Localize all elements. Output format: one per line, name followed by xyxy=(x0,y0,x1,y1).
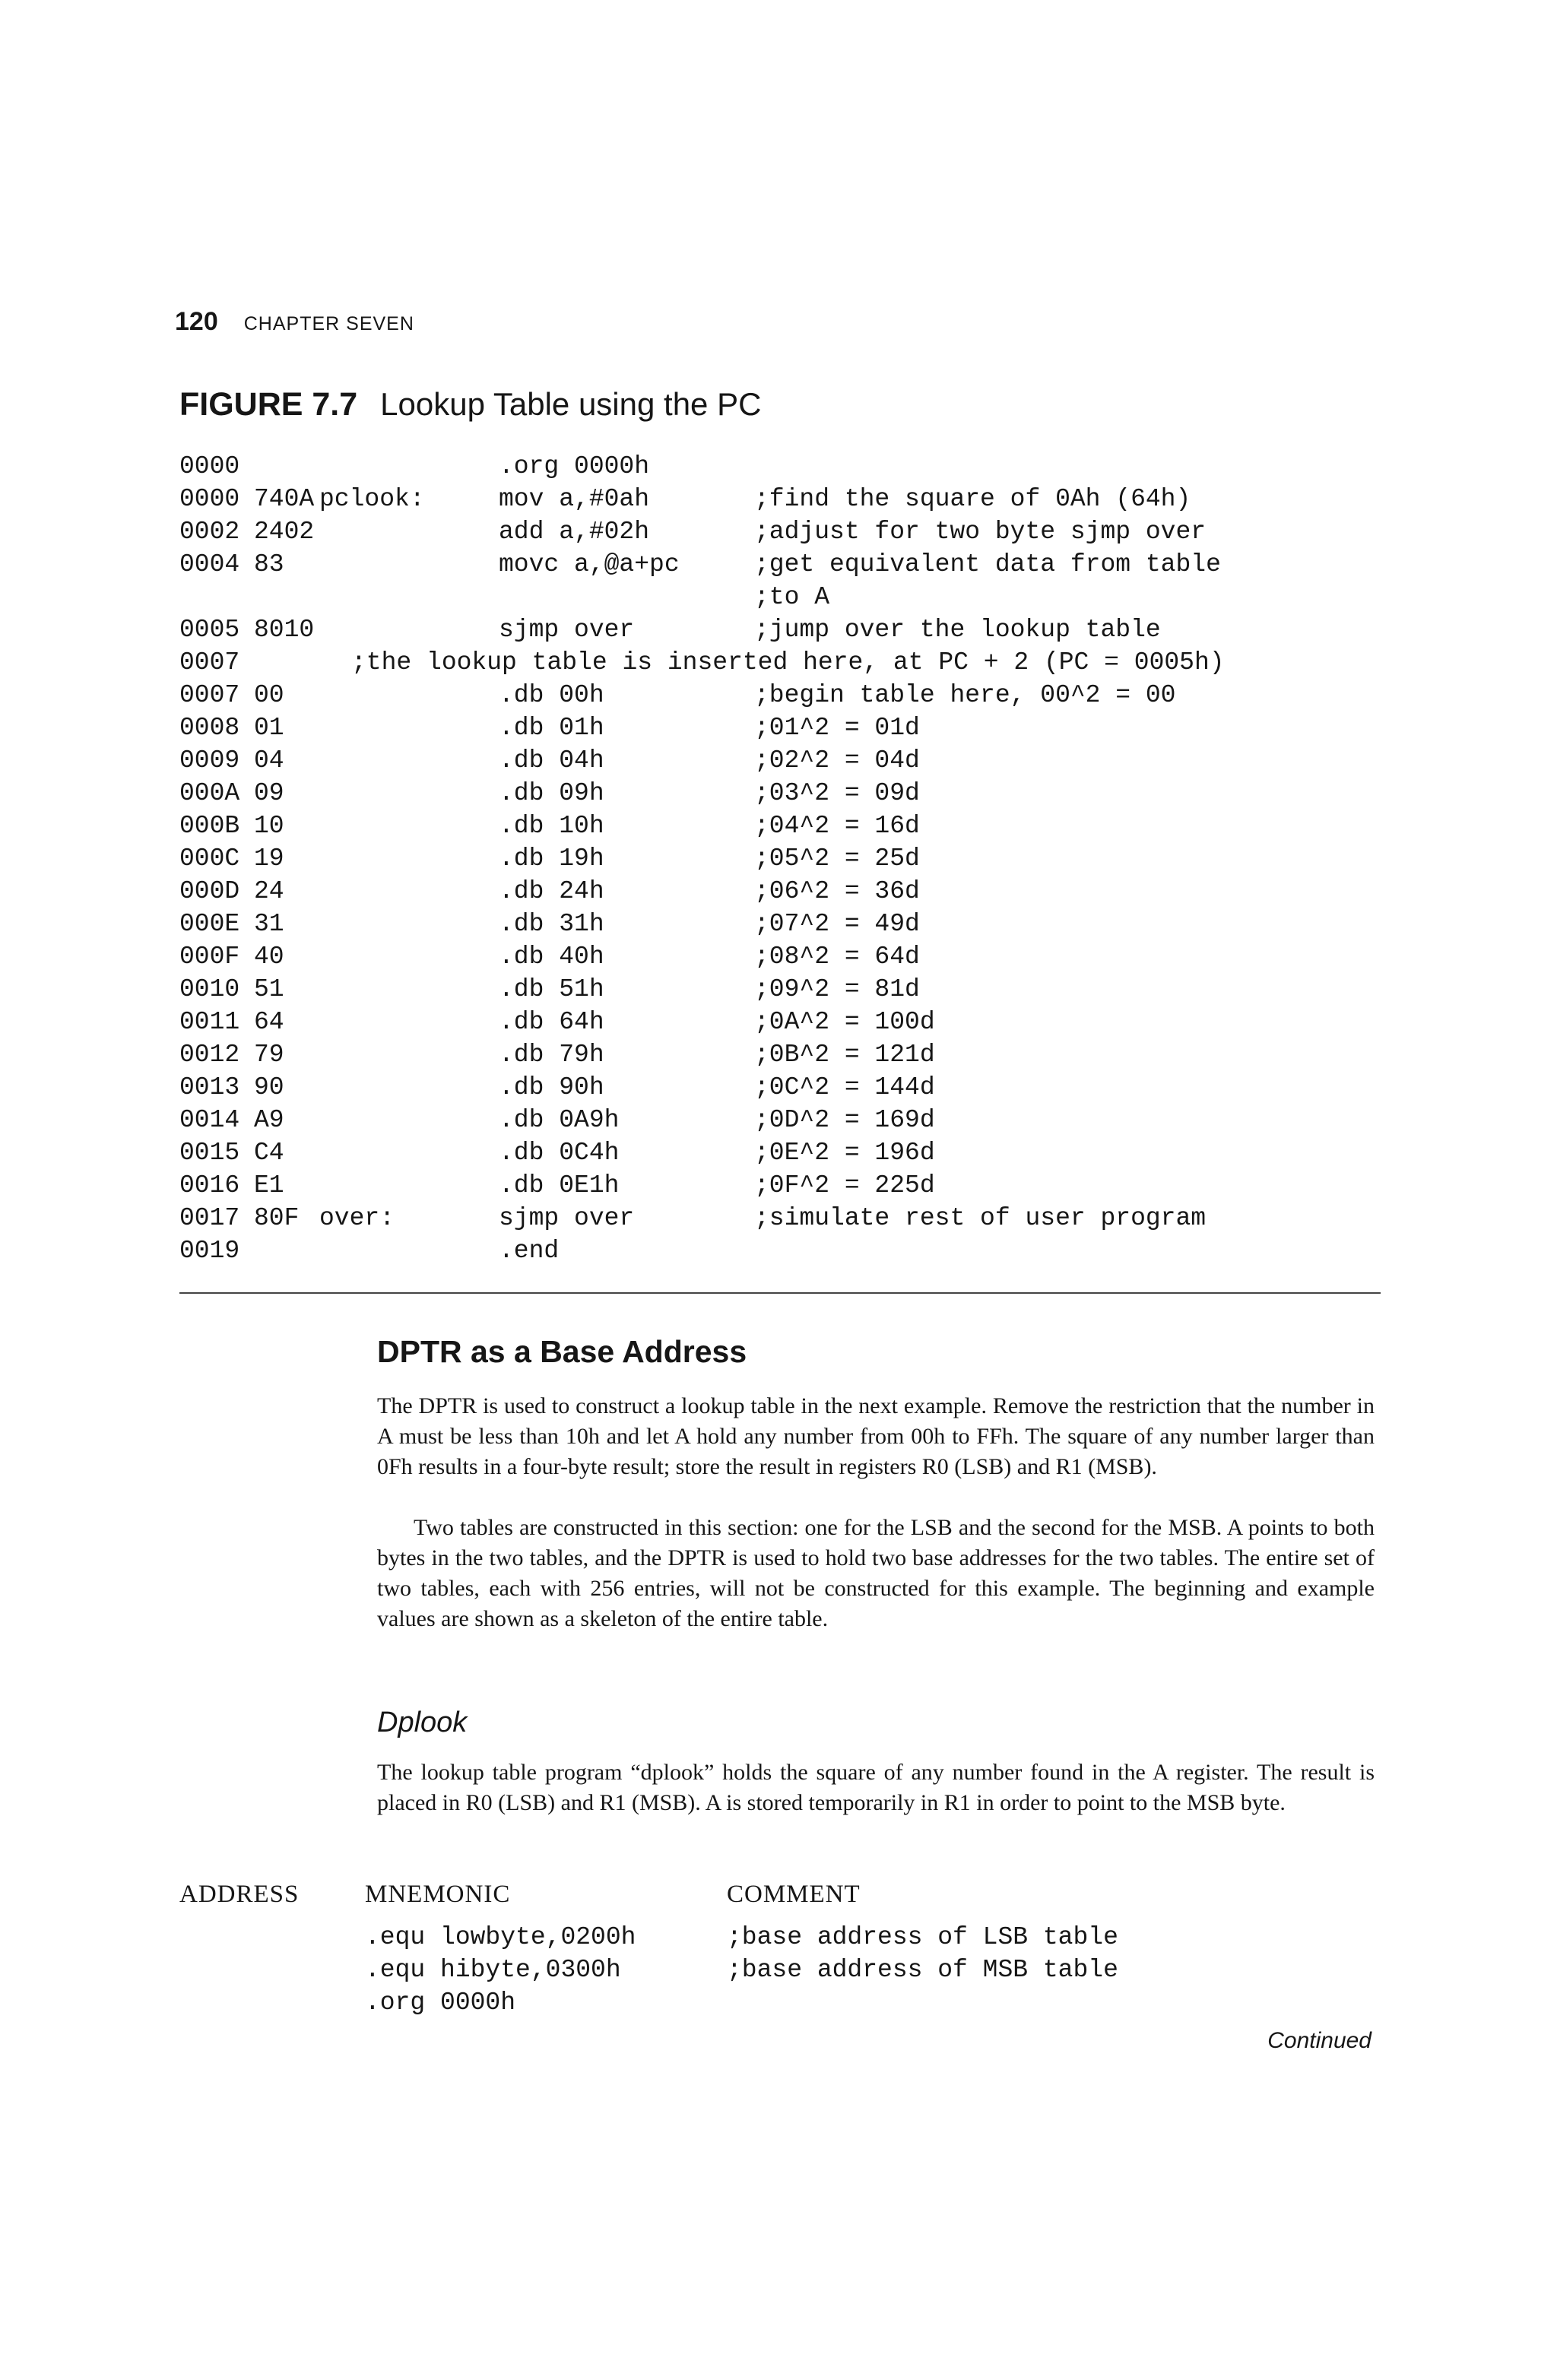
code-line xyxy=(179,875,1381,908)
code-address: 0005 xyxy=(179,616,240,644)
code-address: 0009 xyxy=(179,746,240,775)
code-comment: ;09^2 = 81d xyxy=(754,975,920,1003)
code-hex: 10 xyxy=(254,812,284,840)
code-instruction: .db 79h xyxy=(499,1041,604,1069)
column-header-comment: COMMENT xyxy=(727,1881,861,1908)
code-instruction: .org 0000h xyxy=(499,452,650,480)
code-hex: 04 xyxy=(254,746,284,775)
code-line xyxy=(179,777,1381,810)
figure-caption xyxy=(179,386,761,423)
code-line xyxy=(179,483,1381,515)
code-comment: ;0C^2 = 144d xyxy=(754,1073,935,1101)
code-line xyxy=(179,581,1381,613)
code-instruction: sjmp over xyxy=(499,616,635,644)
code-hex: 40 xyxy=(254,943,284,971)
code-instruction: .end xyxy=(499,1237,560,1265)
code-hex: 64 xyxy=(254,1008,284,1036)
code-hex: 24 xyxy=(254,877,284,905)
code-address: 000B xyxy=(179,812,240,840)
code-hex: 83 xyxy=(254,550,284,578)
code-address: 0017 xyxy=(179,1204,240,1232)
code-comment: ;05^2 = 25d xyxy=(754,845,920,873)
code-line xyxy=(179,646,1381,679)
code-instruction: .org 0000h xyxy=(365,1989,516,2017)
paragraph: The lookup table program “dplook” holds the square of any number found in the A register. The result is placed in R0 (LSB) and R1 (MSB). A is stored temporarily in R1 in order to point to the MSB byte. xyxy=(377,1760,1375,1815)
code-address: 0014 xyxy=(179,1106,240,1134)
code-hex: 31 xyxy=(254,910,284,938)
code-instruction: .db 10h xyxy=(499,812,604,840)
code-address: 0008 xyxy=(179,714,240,742)
code-address: 0002 xyxy=(179,518,240,546)
code-instruction: add a,#02h xyxy=(499,518,650,546)
code-address: 0015 xyxy=(179,1139,240,1167)
code-line xyxy=(179,1038,1381,1071)
code-line xyxy=(179,842,1381,875)
code-line xyxy=(179,1202,1381,1234)
code-line xyxy=(179,613,1381,646)
code-hex: 80F xyxy=(254,1204,300,1232)
divider xyxy=(179,1292,1381,1294)
code-address: 0013 xyxy=(179,1073,240,1101)
code-address: 0019 xyxy=(179,1237,240,1265)
code-comment: ;0A^2 = 100d xyxy=(754,1008,935,1036)
code-comment: ;the lookup table is inserted here, at PC + 2 (PC = 0005h) xyxy=(351,648,1225,677)
code-line xyxy=(179,1234,1381,1267)
code-instruction: .db 09h xyxy=(499,779,604,807)
code-instruction: .equ lowbyte,0200h xyxy=(365,1923,636,1951)
code-listing xyxy=(179,450,1381,1267)
code-comment: ;begin table here, 00^2 = 00 xyxy=(754,681,1176,709)
section-heading: DPTR as a Base Address xyxy=(377,1334,747,1369)
code-hex: 90 xyxy=(254,1073,284,1101)
page-number: 120 xyxy=(175,307,218,336)
subsection-heading: Dplook xyxy=(377,1707,468,1738)
code-line xyxy=(179,1071,1381,1104)
code-address: 0012 xyxy=(179,1041,240,1069)
code-instruction: .db 31h xyxy=(499,910,604,938)
code-line xyxy=(179,450,1381,483)
code-hex: E1 xyxy=(254,1171,284,1200)
code-line xyxy=(179,810,1381,842)
code-line xyxy=(179,515,1381,548)
code-comment: ;0E^2 = 196d xyxy=(754,1139,935,1167)
code-hex: 740A xyxy=(254,485,315,513)
code-address: 000E xyxy=(179,910,240,938)
paragraph: Two tables are constructed in this section: one for the LSB and the second for the MSB. A points to both bytes in the two tables, and the DPTR is used to hold two base addresses for the two tables. The entire set of two tables, each with 256 entries, will not be constructed for this example. The beginning and example values are shown as a skeleton of the entire table. xyxy=(377,1515,1375,1631)
code-hex: 09 xyxy=(254,779,284,807)
code-line xyxy=(179,1136,1381,1169)
code-instruction: .db 64h xyxy=(499,1008,604,1036)
continued-note: Continued xyxy=(1267,2028,1371,2053)
code-instruction: sjmp over xyxy=(499,1204,635,1232)
code-instruction: .db 24h xyxy=(499,877,604,905)
code-comment: ;find the square of 0Ah (64h) xyxy=(754,485,1191,513)
code-comment: ;04^2 = 16d xyxy=(754,812,920,840)
code-hex: 01 xyxy=(254,714,284,742)
code-hex: C4 xyxy=(254,1139,284,1167)
code-hex: 51 xyxy=(254,975,284,1003)
paragraph: The DPTR is used to construct a lookup table in the next example. Remove the restriction that the number in A must be less than 10h and let A hold any number from 00h to FFh. The square of any number larger than 0Fh results in a four-byte result; store the result in registers R0 (LSB) and R1 (MSB). xyxy=(377,1393,1375,1479)
figure-title: Lookup Table using the PC xyxy=(380,386,762,422)
code-label: pclook: xyxy=(319,485,425,513)
code-line xyxy=(365,1954,1277,1986)
code-line xyxy=(179,1169,1381,1202)
code-address: 000A xyxy=(179,779,240,807)
code-line xyxy=(179,973,1381,1006)
column-header-address: ADDRESS xyxy=(179,1881,300,1908)
code-address: 000F xyxy=(179,943,240,971)
code-instruction: .db 0A9h xyxy=(499,1106,620,1134)
code-line xyxy=(179,744,1381,777)
code-line xyxy=(179,548,1381,581)
code-comment: ;base address of LSB table xyxy=(727,1923,1118,1951)
code-line xyxy=(365,1986,1277,2019)
code-hex: 00 xyxy=(254,681,284,709)
code-line xyxy=(179,1006,1381,1038)
column-header-mnemonic: MNEMONIC xyxy=(365,1881,511,1908)
code-address: 0000 xyxy=(179,485,240,513)
code-instruction: .db 0C4h xyxy=(499,1139,620,1167)
code-hex: 2402 xyxy=(254,518,315,546)
code-comment: ;07^2 = 49d xyxy=(754,910,920,938)
code-instruction: mov a,#0ah xyxy=(499,485,650,513)
chapter-title: CHAPTER SEVEN xyxy=(243,313,414,334)
code-instruction: .db 90h xyxy=(499,1073,604,1101)
code-comment: ;base address of MSB table xyxy=(727,1956,1118,1984)
code-line xyxy=(365,1921,1277,1954)
code-comment: ;to A xyxy=(754,583,830,611)
code-address: 0007 xyxy=(179,681,240,709)
code-address: 000D xyxy=(179,877,240,905)
code-comment: ;adjust for two byte sjmp over xyxy=(754,518,1207,546)
code-instruction: .db 51h xyxy=(499,975,604,1003)
figure-label: FIGURE 7.7 xyxy=(179,386,358,423)
code-comment: ;0F^2 = 225d xyxy=(754,1171,935,1200)
code-hex: 8010 xyxy=(254,616,315,644)
code-line xyxy=(179,679,1381,711)
code-address: 0010 xyxy=(179,975,240,1003)
code-comment: ;get equivalent data from table xyxy=(754,550,1221,578)
code-address: 0000 xyxy=(179,452,240,480)
code-line xyxy=(179,1104,1381,1136)
code-address: 0004 xyxy=(179,550,240,578)
code-comment: ;06^2 = 36d xyxy=(754,877,920,905)
code-listing-2 xyxy=(365,1921,1277,2019)
code-instruction: .db 01h xyxy=(499,714,604,742)
code-comment: ;0D^2 = 169d xyxy=(754,1106,935,1134)
code-line xyxy=(179,908,1381,940)
page-header xyxy=(175,307,414,338)
code-instruction: .db 00h xyxy=(499,681,604,709)
code-line xyxy=(179,940,1381,973)
code-address: 0011 xyxy=(179,1008,240,1036)
code-comment: ;03^2 = 09d xyxy=(754,779,920,807)
code-comment: ;02^2 = 04d xyxy=(754,746,920,775)
code-instruction: .db 40h xyxy=(499,943,604,971)
code-address: 000C xyxy=(179,845,240,873)
code-instruction: .db 19h xyxy=(499,845,604,873)
code-instruction: movc a,@a+pc xyxy=(499,550,680,578)
code-hex: 19 xyxy=(254,845,284,873)
code-comment: ;0B^2 = 121d xyxy=(754,1041,935,1069)
code-comment: ;simulate rest of user program xyxy=(754,1204,1207,1232)
code-line xyxy=(179,711,1381,744)
code-address: 0007 xyxy=(179,648,240,677)
code-instruction: .db 0E1h xyxy=(499,1171,620,1200)
code-hex: 79 xyxy=(254,1041,284,1069)
code-label: over: xyxy=(319,1204,395,1232)
code-comment: ;01^2 = 01d xyxy=(754,714,920,742)
code-address: 0016 xyxy=(179,1171,240,1200)
code-comment: ;08^2 = 64d xyxy=(754,943,920,971)
code-hex: A9 xyxy=(254,1106,284,1134)
code-instruction: .equ hibyte,0300h xyxy=(365,1956,621,1984)
code-instruction: .db 04h xyxy=(499,746,604,775)
code-comment: ;jump over the lookup table xyxy=(754,616,1161,644)
